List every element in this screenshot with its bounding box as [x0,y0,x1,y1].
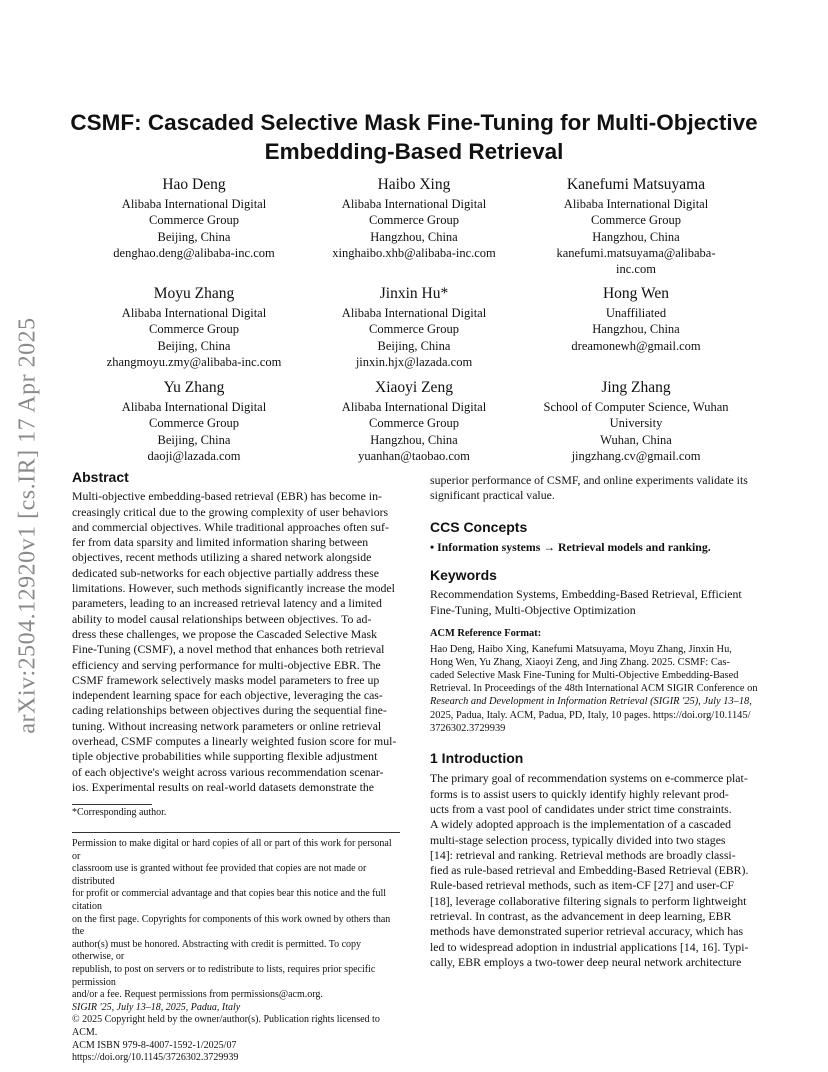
permission-line: and/or a fee. Request permissions from permissions@acm.org. [72,989,323,1001]
author-entry [74,284,314,370]
author-name: Hong Wen [602,285,670,302]
author-affiliation-line: Alibaba International Digital [121,306,267,320]
author-affiliation-line: Commerce Group [149,322,239,337]
intro-line: retrieval. In contrast, as the advancement in deep learning, EBR [430,909,732,924]
permission-line: classroom use is granted without fee provided that copies are not made or distributed [72,863,367,887]
author-affiliation-line: kanefumi.matsuyama@alibaba- [556,245,716,260]
conference-text: SIGIR '25, July 13–18, 2025, Padua, Italy [72,1001,241,1013]
author-name: Moyu Zhang [153,285,235,302]
author-name: Yu Zhang [163,379,225,396]
author-affiliation-line: Wuhan, China [600,432,672,447]
acm-reference [430,643,760,735]
abstract-line: fer from data sparsity and limited information sharing between [72,535,369,550]
permission-notice [72,838,400,1002]
author-name: Kanefumi Matsuyama [566,176,706,193]
permission-line: republish, to post on servers or to redistribute to lists, requires prior specific permission [72,963,376,988]
permission-rule [72,832,400,833]
author-entry [294,378,534,464]
keywords-heading: Keywords [430,567,497,584]
abstract-line: parameters, leading to an increased retrieval latency and a limited [72,596,382,611]
author-name: Haibo Xing [377,176,451,193]
author-affiliation-line: jingzhang.cv@gmail.com [571,448,701,463]
abstract-continued [430,473,760,504]
intro-line: cally, EBR employs a two-tower deep neural network architecture [430,954,742,969]
author-affiliation-line: Alibaba International Digital [341,400,487,414]
abstract-line: creasingly critical due to the growing complexity of user behaviors [72,504,389,519]
abstract-line: tiple objective probabilities while supporting flexible adjustment [72,749,378,764]
author-affiliation-line: xinghaibo.xhb@alibaba-inc.com [332,245,496,260]
author-affiliation-line: jinxin.hjx@lazada.com [355,354,473,369]
author-affiliation-line: Alibaba International Digital [341,197,487,211]
abstract-line: of each objective's weight across various recommendation scenar- [72,764,384,779]
title-line-1: CSMF: Cascaded Selective Mask Fine-Tuning for Multi-Objective [70,110,758,135]
keywords [430,587,760,618]
ccs-concepts: • Information systems → Retrieval models and ranking. [430,539,711,554]
author-name: Hao Deng [162,176,226,193]
author-affiliation-line: Alibaba International Digital [341,306,487,320]
abstract-line: objectives, recent methods utilizing a shared network alongside [72,550,372,565]
intro-line: methods have demonstrated superior retrieval accuracy, which has [430,924,744,939]
author-affiliation-line: denghao.deng@alibaba-inc.com [113,245,275,260]
author-name: Jinxin Hu* [379,285,449,302]
acm-ref-line: Hao Deng, Haibo Xing, Kanefumi Matsuyama, Moyu Zhang, Jinxin Hu, [430,643,732,655]
abstract-line: dress these challenges, we propose the Cascaded Selective Mask [72,626,377,641]
conference-line [72,1002,400,1015]
abstract-line: significant practical value. [430,488,555,503]
author-affiliation-line: Commerce Group [369,213,459,228]
abstract-line: and commercial objectives. While traditional approaches often suf- [72,519,389,534]
abstract-body [72,489,400,795]
abstract-line: Fine-Tuning (CSMF), a novel method that enhances both retrieval [72,642,385,657]
acm-ref-line: 2025, Padua, Italy. ACM, Padua, PD, Italy, 10 pages. https://doi.org/10.1145/ [430,709,751,721]
author-affiliation-line: Hangzhou, China [592,322,680,337]
ccs-heading: CCS Concepts [430,518,528,535]
author-affiliation-line: Commerce Group [369,416,459,431]
author-affiliation-line: Commerce Group [149,213,239,228]
intro-line: led to widespread adoption in industrial applications [14, 16]. Typi- [430,939,749,954]
title-line-2: Embedding-Based Retrieval [264,139,564,164]
intro-line: fied as rule-based retrieval and Embedding-Based Retrieval (EBR). [430,863,749,878]
introduction-body [430,771,760,970]
right-column [430,473,760,970]
abstract-line: CSMF framework selectively masks model parameters to free up [72,672,380,687]
permission-line: for profit or commercial advantage and that copies bear this notice and the full citation [72,888,387,912]
abstract-line: superior performance of CSMF, and online experiments validate its [430,473,748,487]
author-entry [294,175,534,261]
author-affiliation-line: zhangmoyu.zmy@alibaba-inc.com [106,354,282,369]
introduction-heading: 1 Introduction [430,750,524,767]
author-entry [516,378,756,464]
copyright-line: © 2025 Copyright held by the owner/author(s). Publication rights licensed to ACM. [72,1014,380,1038]
author-affiliation-line: daoji@lazada.com [147,448,241,463]
permission-block [72,838,400,1065]
footnote-rule [72,804,152,805]
keywords-line: Recommendation Systems, Embedding-Based Retrieval, Efficient [430,587,742,602]
acm-ref-heading: ACM Reference Format: [430,628,542,640]
author-affiliation-line: Commerce Group [149,416,239,431]
intro-line: [18], leverage collaborative filtering signals to perform lightweight [430,893,747,908]
acm-ref-line: Research and Development in Information Retrieval (SIGIR '25), July 13–18, [430,696,752,708]
author-affiliation-line: Beijing, China [157,432,231,447]
keywords-line: Fine-Tuning, Multi-Objective Optimization [430,602,636,617]
intro-line: Rule-based retrieval methods, such as item-CF [27] and user-CF [430,878,735,893]
author-entry [74,175,314,261]
arxiv-stamp: arXiv:2504.12920v1 [cs.IR] 17 Apr 2025 [14,317,41,734]
author-entry [516,284,756,354]
author-affiliation-line: Hangzhou, China [370,229,458,244]
abstract-line: limitations. However, such methods significantly increase the model [72,581,395,596]
abstract-line: Multi-objective embedding-based retrieval (EBR) has become in- [72,489,382,504]
intro-line: A widely adopted approach is the implementation of a cascaded [430,817,732,832]
author-affiliation-line: yuanhan@taobao.com [358,448,470,463]
author-entry [516,175,756,277]
intro-line: forms is to assist users to quickly identify highly relevant prod- [430,786,729,801]
permission-line: Permission to make digital or hard copies of all or part of this work for personal or [72,838,392,862]
abstract-line: ability to model causal relationships between objectives. To ad- [72,611,372,626]
author-affiliation-line: Hangzhou, China [592,229,680,244]
abstract-section [72,470,400,795]
permission-line: on the first page. Copyrights for components of this work owned by others than the [72,913,391,938]
author-affiliation-line: Alibaba International Digital [563,197,709,211]
author-affiliation-line: University [609,416,663,431]
author-affiliation-line: Beijing, China [157,229,231,244]
author-affiliation-line: Beijing, China [377,338,451,353]
abstract-line: independent learning space for each objective, leveraging the cas- [72,688,383,703]
intro-line: multi-stage selection process, typically divided into two stages [430,832,726,847]
author-affiliation-line: School of Computer Science, Wuhan [543,400,729,414]
acm-ref-line: caded Selective Mask Fine-Tuning for Multi-Objective Embedding-Based [430,670,739,682]
author-entry [294,284,534,370]
acm-ref-line: Hong Wen, Yu Zhang, Xiaoyi Zeng, and Jing Zhang. 2025. CSMF: Cas- [430,656,730,668]
abstract-line: cading relationships between objectives during the sequential fine- [72,703,387,718]
intro-line: ucts from a vast pool of candidates under strict time constraints. [430,801,732,816]
footnote: *Corresponding author. [72,807,167,818]
abstract-line: dedicated sub-networks for each objective partially address these [72,565,379,580]
permission-line: author(s) must be honored. Abstracting with credit is permitted. To copy otherwise, or [72,938,362,963]
copyright-line: ACM ISBN 979-8-4007-1592-1/2025/07 [72,1039,237,1051]
author-affiliation-line: Hangzhou, China [370,432,458,447]
author-affiliation-line: Alibaba International Digital [121,197,267,211]
abstract-line: efficiency and serving performance for multi-objective EBR. The [72,657,381,672]
intro-line: The primary goal of recommendation systems on e-commerce plat- [430,771,748,786]
author-affiliation-line: dreamonewh@gmail.com [571,338,701,353]
author-entry [74,378,314,464]
copyright-block [72,1014,400,1064]
acm-ref-line: 3726302.3729939 [430,722,506,734]
abstract-heading: Abstract [72,469,129,485]
abstract-line: ios. Experimental results on real-world datasets demonstrate the [72,779,375,794]
author-name: Xiaoyi Zeng [375,379,453,396]
abstract-line: tuning. Without increasing network parameters or online retrieval [72,718,382,733]
abstract-line: overhead, CSMF computes a linearly weighted fusion score for mul- [72,734,397,749]
author-affiliation-line: Commerce Group [591,213,681,228]
author-name: Jing Zhang [601,379,671,396]
paper-title [60,108,768,166]
author-affiliation-line: Commerce Group [369,322,459,337]
intro-line: [14]: retrieval and ranking. Retrieval methods are broadly classi- [430,847,736,862]
acm-ref-line: Retrieval. In Proceedings of the 48th International ACM SIGIR Conference on [430,683,758,695]
author-affiliation-line: Unaffiliated [605,306,667,320]
copyright-line: https://doi.org/10.1145/3726302.3729939 [72,1052,239,1064]
author-affiliation-line: Beijing, China [157,338,231,353]
author-affiliation-line: inc.com [616,262,656,277]
author-affiliation-line: Alibaba International Digital [121,400,267,414]
